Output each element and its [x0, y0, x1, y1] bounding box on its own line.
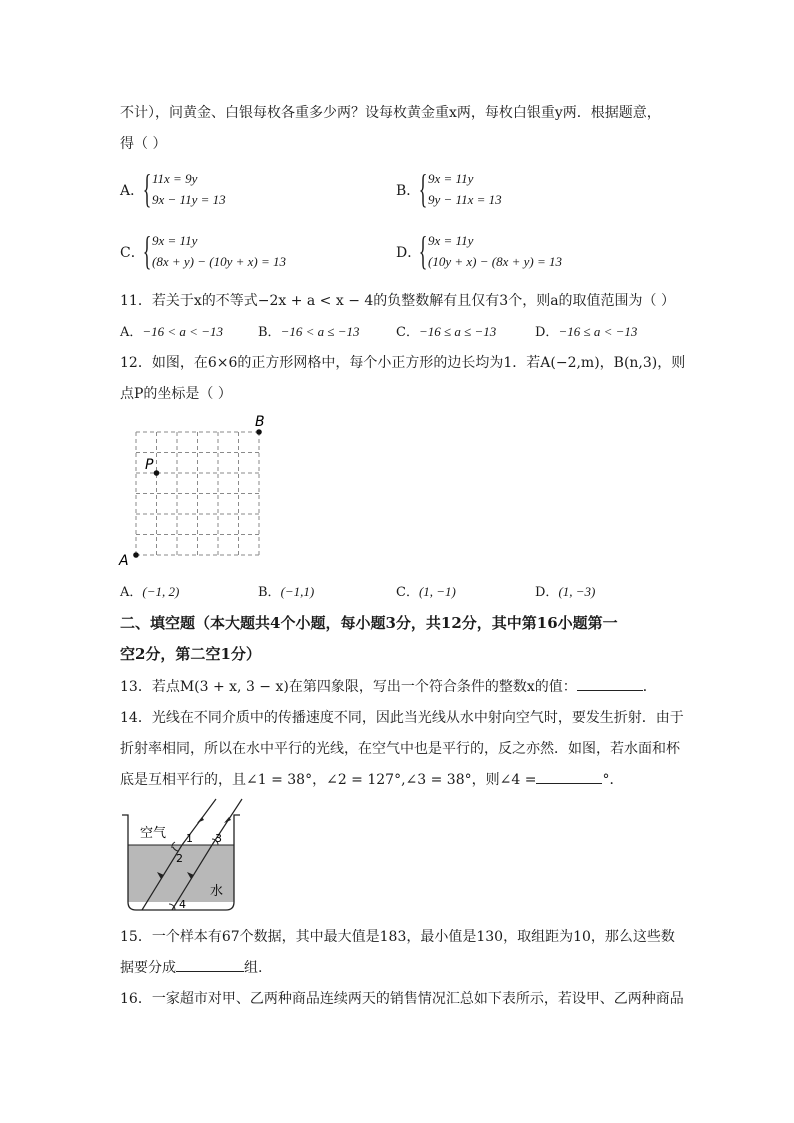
q12-text-line1: 12．如图，在6×6的正方形网格中，每个小正方形的边长均为1．若A(−2,m)，B(n,3)，则	[120, 355, 686, 371]
q12-text-line2: 点P的坐标是（ ）	[120, 386, 232, 402]
q10-text-line1: 不计），问黄金、白银每枚各重多少两？设每枚黄金重x两，每枚白银重y两．根据题意，	[120, 105, 661, 121]
q10-option-b-label: B．	[396, 183, 421, 199]
q10-a-eq1: 11x = 9y	[152, 171, 198, 186]
section-2-heading-line1: 二、填空题（本大题共4个小题，每小题3分，共12分，其中第16小题第一	[120, 614, 618, 632]
q10-option-c-label: C．	[120, 245, 145, 261]
q14-text-line3: 底是互相平行的，且∠1 = 38°，∠2 = 127°,∠3 = 38°，则∠4 = °．	[120, 772, 624, 788]
point-b	[256, 429, 262, 435]
grid-lines	[136, 432, 259, 555]
label-b: B	[255, 414, 265, 430]
q11-text: 11．若关于x的不等式−2x + a < x − 4的负整数解有且仅有3个，则a的取值范围为（ ）	[120, 293, 675, 309]
q10-a-eq2: 9x − 11y = 13	[152, 192, 226, 207]
q15-answer-blank[interactable]	[176, 959, 244, 972]
label-a: A	[119, 553, 129, 569]
label-water: 水	[210, 884, 224, 899]
q11-option-a: A．−16 < a < −13	[120, 324, 223, 340]
q14-answer-blank[interactable]	[536, 771, 602, 784]
label-p: P	[145, 457, 154, 473]
q14-text-line1: 14．光线在不同介质中的传播速度不同，因此当光线从水中射向空气时，要发生折射．由于	[120, 710, 684, 726]
label-angle-1: 1	[186, 832, 193, 845]
q11-option-d: D．−16 ≤ a < −13	[535, 324, 638, 340]
q10-b-eq2: 9y − 11x = 13	[428, 192, 502, 207]
q10-d-eq1: 9x = 11y	[428, 233, 474, 248]
q14-text-line2: 折射率相同，所以在水中平行的光线，在空气中也是平行的，反之亦然．如图，若水面和杯	[120, 741, 680, 757]
q10-text-line2: 得（ ）	[120, 136, 167, 152]
q10-option-d-label: D．	[396, 245, 422, 261]
q10-c-eq1: 9x = 11y	[152, 233, 198, 248]
point-p	[154, 470, 160, 476]
q10-option-d-system: { 9x = 11y (10y + x) − (8x + y) = 13	[418, 228, 562, 273]
q16-text-line1: 16．一家超市对甲、乙两种商品连续两天的销售情况汇总如下表所示，若设甲、乙两种商品	[120, 991, 684, 1007]
q10-option-a-system: { 11x = 9y 9x − 11y = 13	[142, 166, 226, 211]
q15-text-line1: 15．一个样本有67个数据，其中最大值是183，最小值是130，取组距为10，那么这些数	[120, 929, 675, 945]
q10-option-a-label: A．	[120, 183, 145, 199]
q10-d-eq2: (10y + x) − (8x + y) = 13	[428, 254, 562, 269]
label-air: 空气	[140, 826, 167, 841]
q12-option-d: D．(1, −3)	[535, 584, 596, 600]
label-angle-3: 3	[215, 832, 222, 845]
point-a	[133, 552, 139, 558]
q12-option-b: B．(−1,1)	[258, 584, 315, 600]
label-angle-2: 2	[176, 852, 183, 865]
q10-option-c-system: { 9x = 11y (8x + y) − (10y + x) = 13	[142, 228, 286, 273]
label-angle-4: 4	[179, 898, 186, 911]
q10-b-eq1: 9x = 11y	[428, 171, 474, 186]
q10-c-eq2: (8x + y) − (10y + x) = 13	[152, 254, 286, 269]
q14-cup-figure	[112, 795, 252, 915]
q12-option-c: C．(1, −1)	[396, 584, 456, 600]
q12-grid-figure	[110, 410, 280, 570]
q11-option-b: B．−16 < a ≤ −13	[258, 324, 360, 340]
q15-text-line2: 据要分成 组.	[120, 960, 263, 976]
section-2-heading-line2: 空2分，第二空1分）	[120, 645, 261, 663]
q13-text: 13．若点M(3 + x, 3 − x)在第四象限，写出一个符合条件的整数x的值： ．	[120, 679, 657, 695]
q10-option-b-system: { 9x = 11y 9y − 11x = 13	[418, 166, 502, 211]
q12-option-a: A．(−1, 2)	[120, 584, 180, 600]
q13-answer-blank[interactable]	[577, 678, 643, 691]
q11-option-c: C．−16 ≤ a ≤ −13	[396, 324, 497, 340]
